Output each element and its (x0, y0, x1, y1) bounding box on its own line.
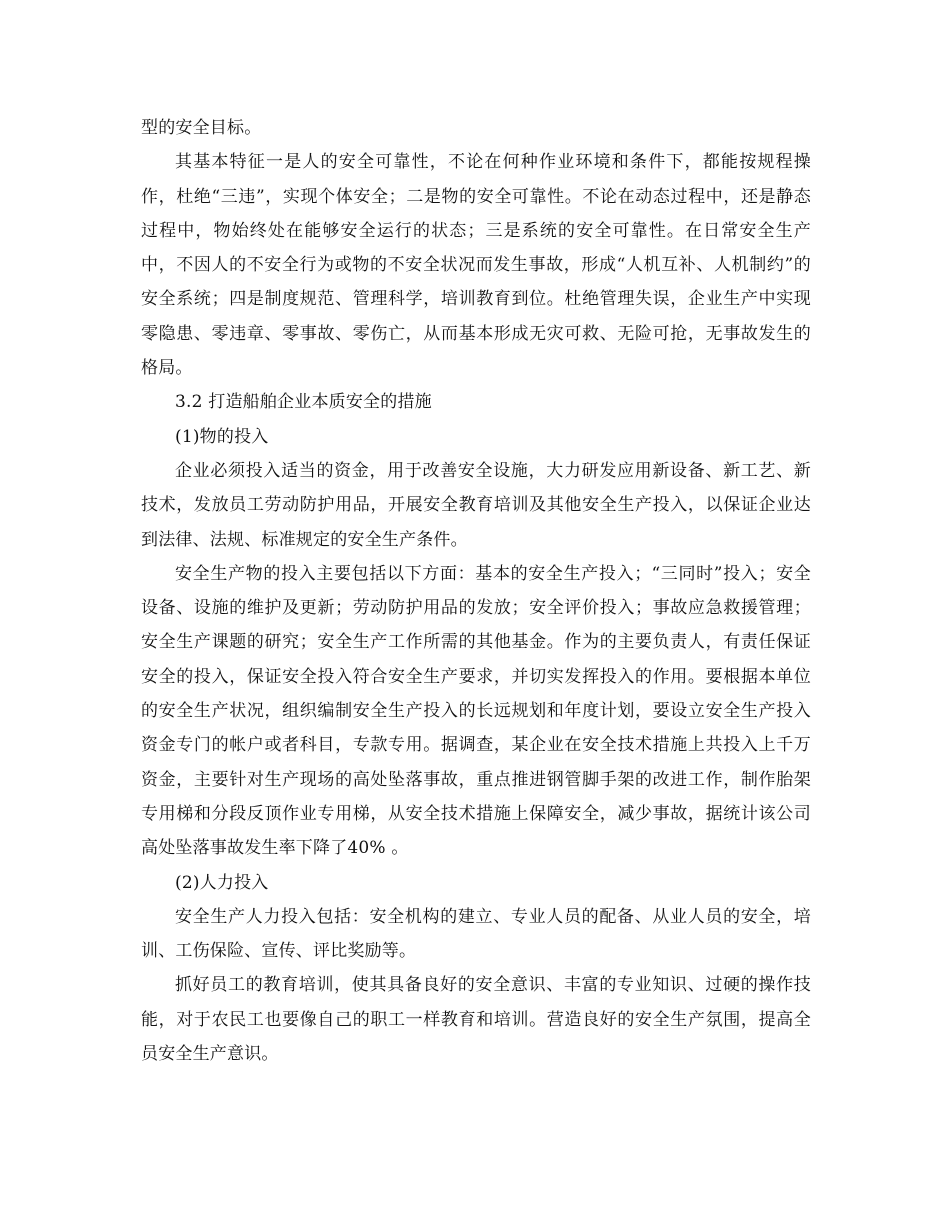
paragraph-material-investment-details: 安全生产物的投入主要包括以下方面：基本的安全生产投入；“三同时”投入；安全设备、设施的维护及更新；劳动防护用品的发放；安全评价投入；事故应急救援管理；安全生产课题的研究；安全生产工作所需的其他基金。作为的主要负责人，有责任保证安全的投入，保证安全投入符合安全生产要求，并切实发挥投入的作用。要根据本单位的安全生产状况，组织编制安全生产投入的长远规划和年度计划，要设立安全生产投入资金专门的帐户或者科目，专款专用。据调查，某企业在安全技术措施上共投入上千万资金，主要针对生产现场的高处坠落事故，重点推进钢管脚手架的改进工作，制作胎架专用梯和分段反顶作业专用梯，从安全技术措施上保障安全，减少事故，据统计该公司高处坠落事故发生率下降了40% 。 (141, 563, 811, 859)
subheading-human-investment: (2)人力投入 (175, 872, 269, 893)
paragraph-funding: 企业必须投入适当的资金，用于改善安全设施，大力研发应用新设备、新工艺、新技术，发放员工劳动防护用品，开展安全教育培训及其他安全生产投入，以保证企业达到法律、法规、标准规定的安全生产条件。 (141, 460, 811, 550)
paragraph-continuation: 型的安全目标。 (141, 118, 262, 138)
paragraph-human-investment-scope: 安全生产人力投入包括：安全机构的建立、专业人员的配备、从业人员的安全，培训、工伤保险、宣传、评比奖励等。 (141, 906, 811, 962)
section-heading-3-2: 3.2 打造船舶企业本质安全的措施 (175, 392, 432, 413)
paragraph-basic-features: 其基本特征一是人的安全可靠性，不论在何种作业环境和条件下，都能按规程操作，杜绝“三违”，实现个体安全；二是物的安全可靠性。不论在动态过程中，还是静态过程中，物始终处在能够安全运行的状态；三是系统的安全可靠性。在日常安全生产中，不因人的不安全行为或物的不安全状况而发生事故，形成“人机互补、人机制约”的安全系统；四是制度规范、管理科学，培训教育到位。杜绝管理失误，企业生产中实现零隐患、零违章、零事故、零伤亡，从而基本形成无灾可救、无险可抢，无事故发生的格局。 (141, 152, 811, 379)
document-body (141, 111, 811, 1071)
subheading-material-investment: (1)物的投入 (175, 426, 269, 447)
paragraph-training: 抓好员工的教育培训，使其具备良好的安全意识、丰富的专业知识、过硬的操作技能，对于农民工也要像自己的职工一样教育和培训。营造良好的安全生产氛围，提高全员安全生产意识。 (141, 975, 811, 1065)
